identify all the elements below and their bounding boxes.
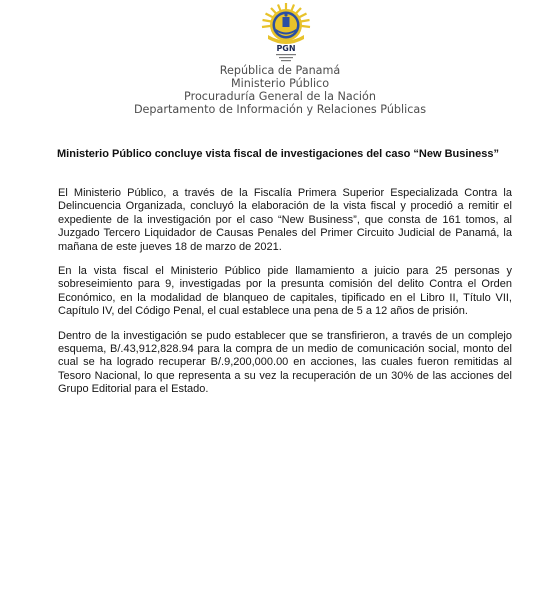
paragraph: En la vista fiscal el Ministerio Público pide llamamiento a juicio para 25 personas y sobreseimiento para 9, investigadas por la presunta comisión del delito Contra el Orden Económico, en la modalidad de blanqueo de capitales, tipificado en el Libro II, Título VII, Capítulo IV, del Código Penal, el cual establece una pena de 5 a 12 años de prisión. bbox=[58, 265, 512, 318]
press-release-title: Ministerio Público concluye vista fiscal de investigaciones del caso “New Business” bbox=[57, 148, 499, 160]
institution-header bbox=[0, 64, 560, 116]
header-ministry: Ministerio Público bbox=[230, 77, 330, 90]
pgn-logo bbox=[254, 2, 318, 64]
header-department: Departamento de Información y Relaciones Públicas bbox=[133, 103, 427, 116]
pgn-acronym: PGN bbox=[276, 44, 296, 53]
paragraph: Dentro de la investigación se pudo establecer que se transfirieron, a través de un complejo esquema, B/.43,912,828.94 para la compra de un medio de comunicación social, monto del cual se ha logrado recuperar B/.9,200,000.00 en acciones, las cuales fueron remitidas al Tesoro Nacional, lo que representa a su vez la recuperación de un 30% de las acciones del Grupo Editorial para el Estado. bbox=[58, 329, 512, 396]
paragraph: El Ministerio Público, a través de la Fiscalía Primera Superior Especializada Contra la Delincuencia Organizada, concluyó la elaboración de la vista fiscal y procedió a remitir el expediente de la investigación por el caso “New Business”, que consta de 161 tomos, al Juzgado Tercero Liquidador de Causas Penales del Primer Circuito Judicial de Panamá, la mañana de este jueves 18 de marzo de 2021. bbox=[58, 187, 512, 253]
press-release-body bbox=[58, 187, 512, 408]
header-procuraduria: Procuraduría General de la Nación bbox=[184, 90, 376, 103]
header-country: República de Panamá bbox=[219, 64, 341, 77]
pgn-seal-icon bbox=[254, 2, 318, 64]
